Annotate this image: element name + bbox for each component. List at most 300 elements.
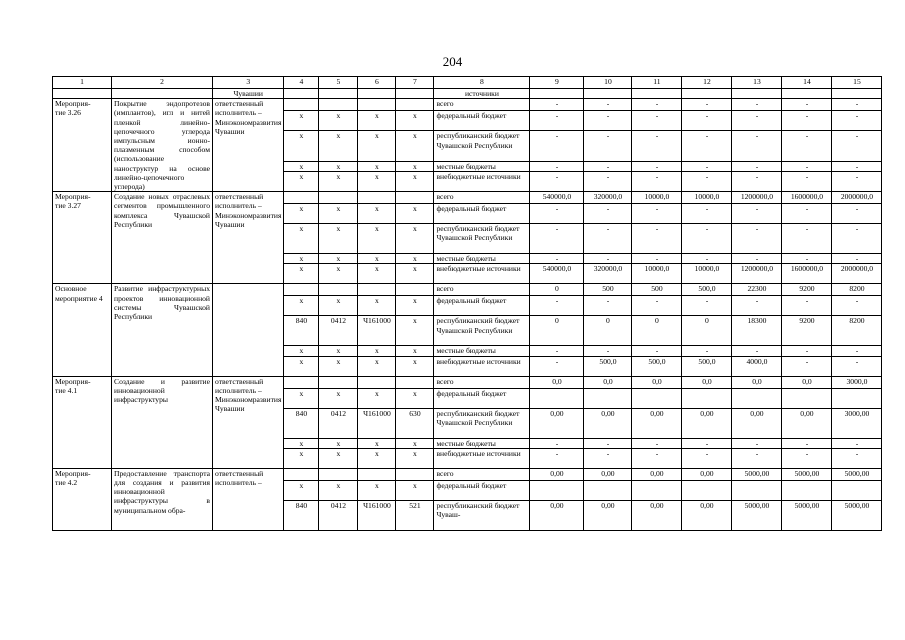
value-cell: - [832,161,882,171]
value-cell: 18300 [732,316,782,346]
value-cell [632,480,682,500]
value-cell: 5000,00 [732,468,782,480]
code-cell: x [284,296,319,316]
code-cell [284,284,319,296]
value-cell: 0,00 [584,408,632,438]
funding-source: республиканский бюджет Чуваш- [434,500,530,530]
funding-source: местные бюджеты [434,161,530,171]
header-cell: 6 [358,77,396,89]
value-cell: - [732,161,782,171]
value-cell: - [782,204,832,224]
value-cell [632,388,682,408]
header-cell: 12 [682,77,732,89]
value-cell: - [530,172,584,192]
value-cell: 0,00 [682,408,732,438]
value-cell: 0,00 [584,468,632,480]
funding-source: всего [434,376,530,388]
code-cell [284,99,319,111]
header-cell: 3 [213,77,284,89]
responsible: ответственный исполнитель – [213,468,284,530]
value-cell: - [632,346,682,356]
value-cell [682,480,732,500]
value-cell: 0,0 [682,376,732,388]
table-cell [112,89,213,99]
code-cell: x [319,388,358,408]
code-cell: Ч161000 [358,408,396,438]
funding-source: республиканский бюджет Чувашской Республики [434,131,530,161]
funding-source: федеральный бюджет [434,204,530,224]
value-cell: 3000,00 [832,408,882,438]
code-cell: 0412 [319,500,358,530]
code-cell [319,192,358,204]
value-cell: - [732,296,782,316]
header-cell: 1 [53,77,112,89]
value-cell: 3000,0 [832,376,882,388]
table-row [53,468,882,480]
code-cell: x [319,480,358,500]
value-cell [732,388,782,408]
value-cell: 10000,0 [632,264,682,284]
value-cell: - [530,111,584,131]
value-cell: - [632,254,682,264]
value-cell: - [732,254,782,264]
code-cell: x [284,254,319,264]
value-cell [530,480,584,500]
funding-source: внебюджетные источники [434,172,530,192]
measure-title: Покрытие эндопротезов (имплантов), игл и нитей пленкой линейно-цепочечного углерода импульсным ионно-плазменным способом (использование наноструктур на основе линейно-цепочечного углерода) [112,99,213,192]
value-cell [782,480,832,500]
value-cell: - [832,356,882,376]
code-cell: x [284,438,319,448]
code-cell: x [284,264,319,284]
code-cell [284,192,319,204]
code-cell: x [358,356,396,376]
code-cell: x [284,356,319,376]
value-cell: - [530,224,584,254]
table-cell [284,89,319,99]
value-cell: 5000,00 [832,500,882,530]
code-cell [358,376,396,388]
code-cell: x [358,264,396,284]
code-cell: x [358,224,396,254]
code-cell: 0412 [319,408,358,438]
code-cell [284,376,319,388]
code-cell: 521 [396,500,434,530]
code-cell: x [396,204,434,224]
code-cell: x [284,480,319,500]
value-cell: - [782,172,832,192]
header-cell: 8 [434,77,530,89]
value-cell: - [530,296,584,316]
value-cell: 0,00 [682,500,732,530]
value-cell: - [530,204,584,224]
table-row [53,99,882,111]
code-cell: x [358,254,396,264]
value-cell: 5000,00 [732,500,782,530]
value-cell: - [682,172,732,192]
value-cell: - [632,161,682,171]
table-cell [782,89,832,99]
funding-source: внебюджетные источники [434,448,530,468]
header-cell: 4 [284,77,319,89]
funding-source: республиканский бюджет Чувашской Республики [434,316,530,346]
code-cell: x [284,161,319,171]
code-cell: Ч161000 [358,316,396,346]
code-cell [396,284,434,296]
code-cell [396,376,434,388]
value-cell: 2000000,0 [832,192,882,204]
value-cell: 22300 [732,284,782,296]
header-cell: 2 [112,77,213,89]
code-cell: x [319,356,358,376]
value-cell: - [584,111,632,131]
code-cell: x [396,316,434,346]
value-cell: 5000,00 [782,500,832,530]
value-cell: - [782,254,832,264]
funding-source: местные бюджеты [434,438,530,448]
header-cell: 7 [396,77,434,89]
value-cell: 500,0 [682,356,732,376]
value-cell: - [632,448,682,468]
value-cell: - [782,356,832,376]
measure-id: Мероприя- тие 4.2 [53,468,112,530]
table-cell: Чувашии [213,89,284,99]
table-cell [732,89,782,99]
value-cell: 0,0 [632,376,682,388]
value-cell: 1200000,0 [732,264,782,284]
value-cell: - [682,438,732,448]
code-cell: x [358,131,396,161]
value-cell: 0,00 [732,408,782,438]
value-cell [530,388,584,408]
code-cell: x [319,346,358,356]
responsible: ответственный исполнитель – Минэкономразвития Чувашии [213,192,284,284]
code-cell: x [319,131,358,161]
table-row [53,284,882,296]
code-cell: x [319,172,358,192]
table-cell: источники [434,89,530,99]
value-cell: - [832,172,882,192]
value-cell: 540000,0 [530,264,584,284]
value-cell: - [584,161,632,171]
table-row [53,376,882,388]
code-cell: x [319,296,358,316]
value-cell: - [530,448,584,468]
funding-source: всего [434,284,530,296]
value-cell: - [530,356,584,376]
code-cell: x [284,172,319,192]
table-cell [584,89,632,99]
value-cell: - [584,346,632,356]
value-cell: - [632,224,682,254]
code-cell: x [284,346,319,356]
value-cell: 10000,0 [682,192,732,204]
value-cell: - [782,131,832,161]
value-cell: 4000,0 [732,356,782,376]
code-cell: x [319,448,358,468]
code-cell: 630 [396,408,434,438]
value-cell: - [782,448,832,468]
value-cell: 0,00 [632,500,682,530]
code-cell [358,192,396,204]
code-cell: x [358,111,396,131]
value-cell: 0,00 [530,500,584,530]
value-cell: 0 [682,316,732,346]
funding-source: федеральный бюджет [434,296,530,316]
value-cell: - [732,346,782,356]
funding-source: всего [434,468,530,480]
code-cell: x [396,111,434,131]
value-cell: - [682,204,732,224]
value-cell: - [632,438,682,448]
value-cell: - [530,161,584,171]
code-cell: x [284,204,319,224]
code-cell: x [396,480,434,500]
value-cell: - [832,296,882,316]
value-cell: 0,00 [632,408,682,438]
code-cell: x [319,438,358,448]
value-cell: 0,00 [584,500,632,530]
value-cell: 500,0 [584,356,632,376]
code-cell: x [284,131,319,161]
code-cell [396,468,434,480]
funding-source: всего [434,192,530,204]
code-cell: x [358,480,396,500]
code-cell [319,284,358,296]
code-cell: x [319,264,358,284]
value-cell: 0 [632,316,682,346]
value-cell: - [632,204,682,224]
value-cell: - [632,111,682,131]
measure-id: Мероприя- тие 3.26 [53,99,112,192]
value-cell: - [832,448,882,468]
value-cell [732,480,782,500]
code-cell: x [396,356,434,376]
responsible [213,284,284,376]
value-cell: - [732,172,782,192]
code-cell: x [396,131,434,161]
value-cell: - [530,99,584,111]
funding-source: внебюджетные источники [434,356,530,376]
value-cell: - [782,224,832,254]
value-cell: 9200 [782,284,832,296]
funding-source: республиканский бюджет Чувашской Республики [434,224,530,254]
funding-source: федеральный бюджет [434,111,530,131]
value-cell: 5000,00 [832,468,882,480]
responsible: ответственный исполнитель – Минэкономразвития Чувашии [213,99,284,192]
value-cell: - [732,99,782,111]
responsible: ответственный исполнитель – Минэкономразвития Чувашии [213,376,284,468]
code-cell [319,99,358,111]
measure-title: Создание и развитие инновационной инфраструктуры [112,376,213,468]
code-cell: x [319,111,358,131]
funding-source: федеральный бюджет [434,480,530,500]
value-cell: 8200 [832,316,882,346]
table-cell [530,89,584,99]
value-cell: - [832,438,882,448]
value-cell [832,388,882,408]
code-cell: 0412 [319,316,358,346]
value-cell: - [732,438,782,448]
code-cell: x [358,346,396,356]
table-row [53,192,882,204]
code-cell: 840 [284,408,319,438]
value-cell: 1600000,0 [782,192,832,204]
value-cell: - [782,346,832,356]
value-cell: 500 [632,284,682,296]
code-cell [284,468,319,480]
table-cell [632,89,682,99]
table-cell [319,89,358,99]
code-cell: x [396,254,434,264]
code-cell: x [396,224,434,254]
header-cell: 14 [782,77,832,89]
value-cell: - [632,172,682,192]
value-cell: - [732,111,782,131]
budget-table [52,76,882,531]
value-cell: - [584,172,632,192]
value-cell [682,388,732,408]
code-cell [319,468,358,480]
value-cell: - [832,224,882,254]
code-cell: x [396,296,434,316]
value-cell: - [832,99,882,111]
value-cell: - [584,448,632,468]
value-cell: - [584,254,632,264]
code-cell: x [319,161,358,171]
value-cell: - [682,131,732,161]
value-cell: - [682,99,732,111]
value-cell: - [832,111,882,131]
value-cell: 0,0 [530,376,584,388]
value-cell: - [782,161,832,171]
value-cell: - [682,224,732,254]
measure-id: Мероприя- тие 4.1 [53,376,112,468]
value-cell: - [682,448,732,468]
value-cell: - [732,204,782,224]
code-cell: x [396,264,434,284]
value-cell: - [782,438,832,448]
code-cell: x [319,224,358,254]
header-cell: 15 [832,77,882,89]
measure-title: Развитие инфраструктурных проектов инновационной системы Чувашской Республики [112,284,213,376]
value-cell: 0 [584,316,632,346]
measure-id: Основное мероприятие 4 [53,284,112,376]
code-cell: 840 [284,500,319,530]
value-cell: 500,0 [682,284,732,296]
value-cell: - [832,346,882,356]
value-cell: - [632,296,682,316]
value-cell: 1600000,0 [782,264,832,284]
code-cell: Ч161000 [358,500,396,530]
value-cell: - [682,161,732,171]
value-cell: 0,00 [632,468,682,480]
code-cell: x [396,161,434,171]
value-cell: - [782,99,832,111]
value-cell [782,388,832,408]
table-cell [682,89,732,99]
value-cell: 540000,0 [530,192,584,204]
value-cell: 0 [530,316,584,346]
funding-source: местные бюджеты [434,254,530,264]
code-cell: x [284,224,319,254]
funding-source: всего [434,99,530,111]
code-cell: x [319,254,358,264]
value-cell: - [732,448,782,468]
code-cell: x [396,172,434,192]
code-cell: x [396,388,434,408]
value-cell [584,388,632,408]
value-cell: 0 [530,284,584,296]
header-row [53,77,882,89]
page-number: 204 [442,54,463,69]
value-cell: - [632,131,682,161]
code-cell [358,99,396,111]
code-cell: x [319,204,358,224]
measure-title: Предоставление транспорта для создания и развития инновационной инфраструктуры в муниципальном обра- [112,468,213,530]
code-cell: x [358,161,396,171]
code-cell: x [358,388,396,408]
code-cell [396,192,434,204]
value-cell: 0,00 [530,408,584,438]
header-cell: 13 [732,77,782,89]
value-cell: - [732,224,782,254]
carry-row [53,89,882,99]
value-cell: - [632,99,682,111]
code-cell [319,376,358,388]
value-cell: 0,00 [782,408,832,438]
value-cell: 10000,0 [682,264,732,284]
value-cell: 5000,00 [782,468,832,480]
header-cell: 9 [530,77,584,89]
code-cell [396,99,434,111]
value-cell: 320000,0 [584,264,632,284]
value-cell: 500,0 [632,356,682,376]
value-cell [832,480,882,500]
table-cell [396,89,434,99]
funding-source: внебюджетные источники [434,264,530,284]
code-cell: x [358,172,396,192]
funding-source: федеральный бюджет [434,388,530,408]
value-cell: - [584,99,632,111]
value-cell: - [832,204,882,224]
header-cell: 10 [584,77,632,89]
value-cell: - [832,254,882,264]
value-cell: 500 [584,284,632,296]
value-cell: 9200 [782,316,832,346]
value-cell: - [584,296,632,316]
code-cell: x [284,448,319,468]
code-cell: x [284,111,319,131]
value-cell: 320000,0 [584,192,632,204]
value-cell: - [782,296,832,316]
value-cell: - [530,254,584,264]
value-cell: - [682,111,732,131]
value-cell: - [584,438,632,448]
value-cell: 8200 [832,284,882,296]
value-cell: - [682,346,732,356]
table-cell [358,89,396,99]
value-cell: - [732,131,782,161]
header-cell: 5 [319,77,358,89]
value-cell: - [530,131,584,161]
value-cell: 0,0 [732,376,782,388]
value-cell: - [530,346,584,356]
header-cell: 11 [632,77,682,89]
value-cell: 0,00 [682,468,732,480]
table-cell [53,89,112,99]
value-cell: 1200000,0 [732,192,782,204]
